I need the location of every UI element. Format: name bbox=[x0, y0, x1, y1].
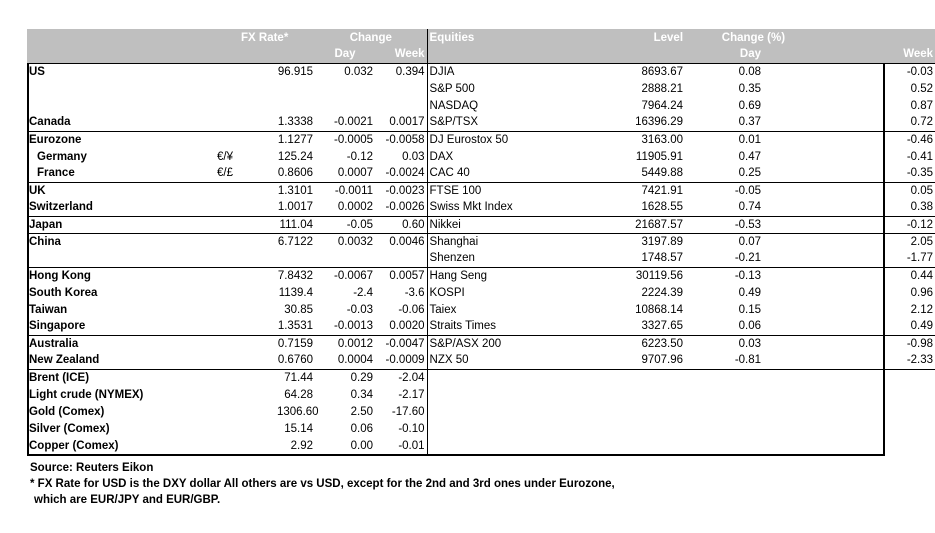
cell-index: NZX 50 bbox=[427, 352, 566, 369]
cell-rate: 15.14 bbox=[284, 422, 314, 435]
cell-rate: 2.92 bbox=[290, 439, 314, 452]
footnote-line-1: * FX Rate for USD is the DXY dollar All others are vs USD, except for the 2nd and 3rd ones under Eurozone, bbox=[30, 478, 615, 490]
cell-rate: 111.04 bbox=[275, 216, 315, 233]
cell-level: 30119.56 bbox=[566, 267, 685, 284]
cell-rate: 0.8606 bbox=[277, 167, 314, 180]
cell-day: -0.12 bbox=[346, 150, 374, 163]
table-row bbox=[27, 182, 935, 199]
table-row bbox=[27, 335, 935, 352]
cell-eday: 0.08 bbox=[738, 65, 762, 78]
cell-sym bbox=[215, 386, 275, 403]
change-header: Change bbox=[315, 29, 427, 46]
cell-day: 2.50 bbox=[350, 405, 374, 418]
cell-rate: 64.28 bbox=[284, 388, 314, 401]
cell-country: UK bbox=[27, 182, 215, 199]
change-pct-header: Change (%) bbox=[685, 29, 805, 46]
cell-country: New Zealand bbox=[29, 354, 100, 367]
cell-level: 6223.50 bbox=[566, 335, 685, 352]
cell-eday: 0.37 bbox=[738, 116, 762, 129]
cell-sym bbox=[215, 63, 275, 80]
cell-country: Light crude (NYMEX) bbox=[29, 388, 144, 401]
cell-eday bbox=[685, 437, 805, 454]
cell-index: FTSE 100 bbox=[427, 182, 566, 199]
cell-eweek: 0.72 bbox=[910, 116, 934, 129]
cell-week bbox=[375, 97, 427, 114]
cell-day: -0.0067 bbox=[315, 267, 375, 284]
cell-eweek: -0.35 bbox=[906, 167, 934, 180]
table-row bbox=[27, 352, 935, 369]
cell-country: South Korea bbox=[29, 286, 98, 299]
cell-level: 1628.55 bbox=[641, 201, 684, 214]
cell-eday: 0.03 bbox=[685, 335, 805, 352]
cell-eday bbox=[685, 386, 805, 403]
cell-level: 16396.29 bbox=[635, 116, 684, 129]
cell-sym bbox=[215, 233, 275, 250]
cell-eweek: 0.49 bbox=[910, 320, 934, 333]
notes bbox=[30, 460, 615, 508]
cell-index bbox=[427, 386, 566, 403]
cell-eday: -0.05 bbox=[685, 182, 805, 199]
cell-rate: 1306.60 bbox=[277, 405, 319, 418]
cell-week: -0.0026 bbox=[385, 201, 425, 214]
cell-eday: -0.53 bbox=[685, 216, 805, 233]
cell-day: 0.0012 bbox=[315, 335, 375, 352]
cell-eweek: -0.41 bbox=[906, 150, 934, 163]
table-row bbox=[27, 318, 935, 335]
cell-sym bbox=[215, 250, 275, 267]
cell-day: -0.05 bbox=[315, 216, 375, 233]
cell-level bbox=[566, 403, 685, 420]
day-header: Day bbox=[315, 46, 375, 63]
cell-eday: 0.74 bbox=[738, 201, 762, 214]
cell-eday bbox=[685, 403, 805, 420]
cell-week: -0.10 bbox=[398, 422, 425, 435]
cell-level bbox=[566, 437, 685, 454]
cell-sym bbox=[215, 199, 275, 216]
cell-index: S&P/ASX 200 bbox=[427, 335, 566, 352]
cell-eweek: -0.03 bbox=[906, 65, 934, 78]
cell-index: Nikkei bbox=[427, 216, 566, 233]
table-row bbox=[27, 267, 935, 284]
cell-rate: 1139.4 bbox=[278, 286, 314, 299]
cell-day: -0.0013 bbox=[334, 320, 374, 333]
table-row bbox=[27, 199, 935, 216]
cell-week: -2.04 bbox=[375, 369, 427, 386]
cell-week: -17.60 bbox=[391, 405, 425, 418]
cell-eweek: 0.52 bbox=[910, 82, 934, 95]
cell-rate: 1.3338 bbox=[277, 116, 314, 129]
table-row bbox=[27, 131, 935, 148]
cell-day: 0.00 bbox=[350, 439, 374, 452]
cell-sym bbox=[215, 420, 275, 437]
week-header: Week bbox=[375, 46, 427, 63]
cell-rate: 1.1277 bbox=[275, 131, 315, 148]
cell-level: 5449.88 bbox=[641, 167, 684, 180]
cell-country: Singapore bbox=[29, 320, 86, 333]
cell-eday: 0.47 bbox=[738, 150, 762, 163]
cell-eday: 0.15 bbox=[738, 303, 762, 316]
cell-eweek: 0.05 bbox=[805, 182, 935, 199]
cell-index bbox=[427, 420, 566, 437]
cell-country bbox=[27, 97, 215, 114]
table-row bbox=[27, 63, 935, 80]
cell-day: -0.0021 bbox=[334, 116, 374, 129]
cell-rate: 96.915 bbox=[277, 65, 314, 78]
cell-eweek: -0.98 bbox=[805, 335, 935, 352]
cell-index: Shenzen bbox=[427, 250, 566, 267]
cell-rate: 1.3531 bbox=[277, 320, 314, 333]
cell-day: -0.03 bbox=[346, 303, 374, 316]
footnote-line-2: which are EUR/JPY and EUR/GBP. bbox=[34, 494, 221, 506]
cell-eweek bbox=[805, 420, 935, 437]
cell-country: US bbox=[29, 65, 45, 78]
cell-country: Switzerland bbox=[29, 201, 93, 214]
cell-level: 2224.39 bbox=[641, 286, 684, 299]
cell-day: -0.0011 bbox=[315, 182, 375, 199]
cell-country: Eurozone bbox=[27, 131, 215, 148]
cell-sym bbox=[215, 437, 275, 454]
cell-index bbox=[427, 437, 566, 454]
cell-day: -0.0005 bbox=[315, 131, 375, 148]
table-row bbox=[27, 250, 935, 267]
cell-index: DJIA bbox=[427, 63, 566, 80]
cell-week: -3.6 bbox=[404, 286, 425, 299]
cell-rate: 1.3101 bbox=[275, 182, 315, 199]
cell-eweek: 2.12 bbox=[910, 303, 934, 316]
cell-eday: -0.13 bbox=[685, 267, 805, 284]
cell-country: Japan bbox=[27, 216, 215, 233]
cell-eweek bbox=[805, 403, 935, 420]
cell-rate: 125.24 bbox=[277, 150, 314, 163]
cell-day: 0.06 bbox=[350, 422, 374, 435]
cell-day bbox=[315, 80, 375, 97]
cell-country: France bbox=[37, 167, 75, 180]
cell-rate: 0.6760 bbox=[277, 354, 314, 367]
cell-week: -0.0009 bbox=[385, 354, 425, 367]
cell-eweek bbox=[805, 386, 935, 403]
cell-level: 3327.65 bbox=[641, 320, 684, 333]
cell-eweek: -2.33 bbox=[906, 354, 934, 367]
cell-sym bbox=[215, 284, 275, 301]
cell-week: -0.0058 bbox=[375, 131, 427, 148]
cell-week bbox=[375, 80, 427, 97]
cell-eweek: 0.96 bbox=[910, 286, 934, 299]
cell-sym bbox=[215, 182, 275, 199]
cell-sym bbox=[215, 114, 275, 131]
cell-eweek: -1.77 bbox=[906, 252, 934, 265]
cell-eday: 0.69 bbox=[738, 99, 762, 112]
cell-index: DAX bbox=[427, 148, 566, 165]
cell-week: 0.60 bbox=[375, 216, 427, 233]
cell-eweek: 0.87 bbox=[910, 99, 934, 112]
cell-country: Australia bbox=[27, 335, 215, 352]
table-row bbox=[27, 301, 935, 318]
cell-sym bbox=[215, 97, 275, 114]
cell-sym bbox=[215, 335, 275, 352]
market-table bbox=[27, 29, 935, 454]
cell-week: 0.0020 bbox=[389, 320, 425, 333]
cell-eday: 0.49 bbox=[738, 286, 762, 299]
cell-level: 1748.57 bbox=[641, 252, 684, 265]
table-row bbox=[27, 165, 935, 182]
cell-sym bbox=[215, 352, 275, 369]
cell-level: 10868.14 bbox=[635, 303, 684, 316]
table-row bbox=[27, 420, 935, 437]
source-note: Source: Reuters Eikon bbox=[30, 462, 154, 474]
cell-level: 8693.67 bbox=[641, 65, 684, 78]
cell-country: Brent (ICE) bbox=[27, 369, 215, 386]
cell-rate bbox=[275, 80, 315, 97]
table-row bbox=[27, 369, 935, 386]
cell-day: -2.4 bbox=[353, 286, 374, 299]
table-row bbox=[27, 80, 935, 97]
table-row bbox=[27, 233, 935, 250]
cell-eday: -0.21 bbox=[734, 252, 762, 265]
cell-week: -0.0023 bbox=[375, 182, 427, 199]
equities-header: Equities bbox=[427, 29, 566, 46]
cell-level: 7964.24 bbox=[641, 99, 684, 112]
eq-week-header: Week bbox=[805, 46, 935, 63]
table-row bbox=[27, 284, 935, 301]
cell-country: Taiwan bbox=[29, 303, 68, 316]
cell-eweek: -0.12 bbox=[805, 216, 935, 233]
cell-country bbox=[27, 250, 215, 267]
cell-sym bbox=[215, 267, 275, 284]
eq-day-header: Day bbox=[685, 46, 805, 63]
cell-level bbox=[566, 386, 685, 403]
cell-eday bbox=[685, 420, 805, 437]
cell-eday: 0.25 bbox=[738, 167, 762, 180]
cell-eday: 0.06 bbox=[738, 320, 762, 333]
cell-index: S&P/TSX bbox=[427, 114, 566, 131]
cell-sym: €/£ bbox=[217, 167, 233, 180]
cell-rate bbox=[275, 250, 315, 267]
cell-index: Swiss Mkt Index bbox=[427, 199, 566, 216]
cell-day: 0.0032 bbox=[315, 233, 375, 250]
cell-level bbox=[566, 369, 685, 386]
cell-country: Canada bbox=[29, 116, 71, 129]
cell-eweek: 0.44 bbox=[805, 267, 935, 284]
table-row bbox=[27, 148, 935, 165]
table-row bbox=[27, 216, 935, 233]
cell-sym bbox=[215, 131, 275, 148]
cell-index: Hang Seng bbox=[427, 267, 566, 284]
cell-level: 2888.21 bbox=[641, 82, 684, 95]
cell-eweek bbox=[805, 437, 935, 454]
cell-country: Hong Kong bbox=[27, 267, 215, 284]
cell-rate: 0.7159 bbox=[275, 335, 315, 352]
table-row bbox=[27, 403, 935, 420]
cell-day: 0.032 bbox=[344, 65, 374, 78]
cell-sym bbox=[215, 80, 275, 97]
cell-day: 0.0002 bbox=[337, 201, 374, 214]
cell-week: -2.17 bbox=[398, 388, 425, 401]
cell-week: 0.0017 bbox=[389, 116, 425, 129]
cell-day: 0.34 bbox=[350, 388, 374, 401]
cell-day: 0.0007 bbox=[337, 167, 374, 180]
cell-index: KOSPI bbox=[427, 284, 566, 301]
cell-week: 0.0057 bbox=[375, 267, 427, 284]
cell-week: 0.03 bbox=[402, 150, 425, 163]
cell-rate: 6.7122 bbox=[275, 233, 315, 250]
cell-level: 7421.91 bbox=[566, 182, 685, 199]
cell-week: -0.06 bbox=[398, 303, 425, 316]
cell-eday: 0.35 bbox=[738, 82, 762, 95]
cell-eweek: 2.05 bbox=[805, 233, 935, 250]
cell-sym bbox=[215, 318, 275, 335]
cell-sym bbox=[215, 369, 275, 386]
cell-rate: 30.85 bbox=[284, 303, 314, 316]
header-row-2 bbox=[27, 46, 935, 63]
table-row bbox=[27, 386, 935, 403]
level-header: Level bbox=[566, 29, 685, 46]
table-row bbox=[27, 97, 935, 114]
cell-sym bbox=[215, 403, 275, 420]
cell-index: DJ Eurostox 50 bbox=[427, 131, 566, 148]
cell-index: S&P 500 bbox=[427, 80, 566, 97]
table-row bbox=[27, 114, 935, 131]
cell-index: Shanghai bbox=[427, 233, 566, 250]
cell-index: Taiex bbox=[427, 301, 566, 318]
cell-level: 11905.91 bbox=[635, 150, 684, 163]
cell-index: CAC 40 bbox=[427, 165, 566, 182]
cell-eday: 0.01 bbox=[685, 131, 805, 148]
cell-day: 0.0004 bbox=[337, 354, 374, 367]
cell-country: China bbox=[27, 233, 215, 250]
cell-level: 21687.57 bbox=[566, 216, 685, 233]
cell-country: Copper (Comex) bbox=[29, 439, 119, 452]
cell-sym: €/¥ bbox=[217, 150, 233, 163]
cell-day bbox=[315, 250, 375, 267]
cell-index: NASDAQ bbox=[427, 97, 566, 114]
cell-week: 0.0046 bbox=[375, 233, 427, 250]
cell-level bbox=[566, 420, 685, 437]
cell-rate: 7.8432 bbox=[275, 267, 315, 284]
cell-week bbox=[375, 250, 427, 267]
table-row bbox=[27, 437, 935, 454]
cell-eday: 0.07 bbox=[685, 233, 805, 250]
cell-sym bbox=[215, 301, 275, 318]
cell-index bbox=[427, 369, 566, 386]
cell-rate bbox=[275, 97, 315, 114]
cell-eday: -0.81 bbox=[734, 354, 762, 367]
header-row-1 bbox=[27, 29, 935, 46]
cell-week: -0.0024 bbox=[385, 167, 425, 180]
cell-level: 9707.96 bbox=[641, 354, 684, 367]
cell-day: 0.29 bbox=[315, 369, 375, 386]
cell-index: Straits Times bbox=[427, 318, 566, 335]
cell-week: -0.0047 bbox=[375, 335, 427, 352]
cell-country: Germany bbox=[37, 150, 87, 163]
cell-country: Silver (Comex) bbox=[29, 422, 110, 435]
cell-level: 3197.89 bbox=[566, 233, 685, 250]
cell-week: 0.394 bbox=[395, 65, 425, 78]
cell-eweek: 0.38 bbox=[910, 201, 934, 214]
cell-rate: 1.0017 bbox=[277, 201, 314, 214]
cell-eday bbox=[685, 369, 805, 386]
cell-day bbox=[315, 97, 375, 114]
cell-country: Gold (Comex) bbox=[29, 405, 105, 418]
cell-level: 3163.00 bbox=[566, 131, 685, 148]
cell-week: -0.01 bbox=[398, 439, 425, 452]
cell-index bbox=[427, 403, 566, 420]
cell-rate: 71.44 bbox=[275, 369, 315, 386]
cell-sym bbox=[215, 216, 275, 233]
fx-rate-header: FX Rate* bbox=[215, 29, 315, 46]
cell-eweek bbox=[805, 369, 935, 386]
cell-country bbox=[27, 80, 215, 97]
cell-eweek: -0.46 bbox=[805, 131, 935, 148]
